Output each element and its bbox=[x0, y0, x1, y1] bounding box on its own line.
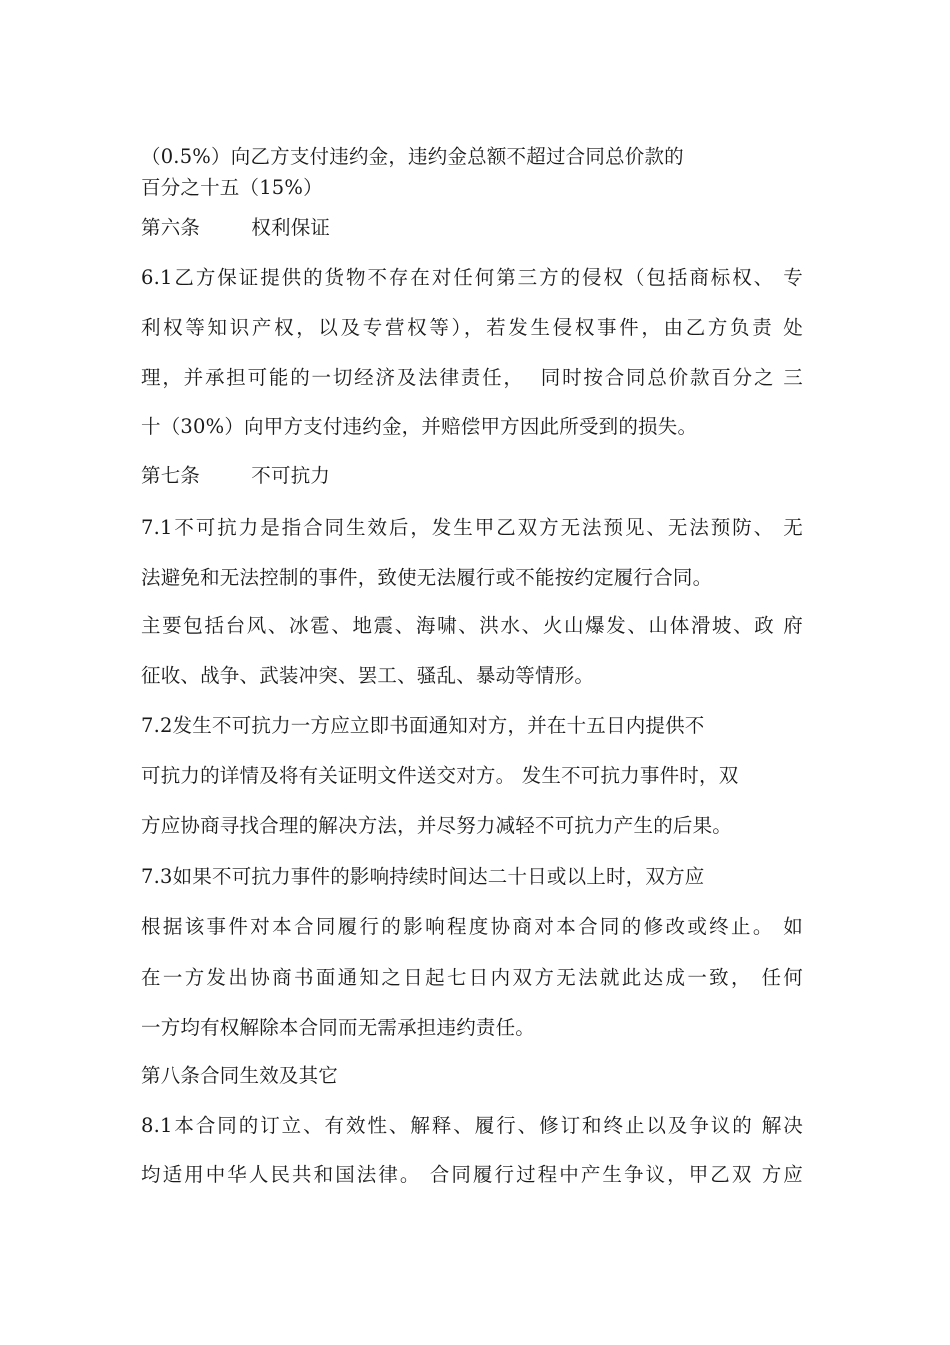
text-line-5: 利权等知识产权，以及专营权等），若发生侵权事件，由乙方负责 处 bbox=[141, 316, 803, 339]
section-heading-7: 第七条 不可抗力 bbox=[141, 464, 331, 487]
text-line-4: 6.1乙方保证提供的货物不存在对任何第三方的侵权（包括商标权、 专 bbox=[141, 266, 803, 289]
text-line-16: 7.3如果不可抗力事件的影响持续时间达二十日或以上时，双方应 bbox=[141, 865, 705, 888]
text-line-6: 理，并承担可能的一切经济及法律责任， 同时按合同总价款百分之 三 bbox=[141, 366, 803, 389]
text-line-14: 可抗力的详情及将有关证明文件送交对方。 发生不可抗力事件时，双 bbox=[141, 764, 739, 787]
text-line-9: 7.1不可抗力是指合同生效后，发生甲乙双方无法预见、无法预防、 无 bbox=[141, 516, 803, 539]
text-line-11: 主要包括台风、冰雹、地震、海啸、洪水、火山爆发、山体滑坡、政 府 bbox=[141, 614, 803, 637]
text-line-18: 在一方发出协商书面通知之日起七日内双方无法就此达成一致， 任何 bbox=[141, 966, 803, 989]
section-heading-8: 第八条合同生效及其它 bbox=[141, 1064, 339, 1087]
text-line-22: 均适用中华人民共和国法律。 合同履行过程中产生争议，甲乙双 方应 bbox=[141, 1163, 803, 1186]
text-line-21: 8.1本合同的订立、有效性、解释、履行、修订和终止以及争议的 解决 bbox=[141, 1114, 803, 1137]
text-line-17: 根据该事件对本合同履行的影响程度协商对本合同的修改或终止。 如 bbox=[141, 915, 803, 938]
text-line-15: 方应协商寻找合理的解决方法，并尽努力减轻不可抗力产生的后果。 bbox=[141, 814, 733, 837]
text-line-7: 十（30%）向甲方支付违约金，并赔偿甲方因此所受到的损失。 bbox=[141, 415, 698, 438]
text-line-1: （0.5%）向乙方支付违约金，违约金总额不超过合同总价款的 bbox=[141, 145, 684, 168]
text-line-10: 法避免和无法控制的事件，致使无法履行或不能按约定履行合同。 bbox=[141, 566, 713, 589]
text-line-13: 7.2发生不可抗力一方应立即书面通知对方，并在十五日内提供不 bbox=[141, 714, 705, 737]
text-line-12: 征收、战争、武装冲突、罢工、骚乱、暴动等情形。 bbox=[141, 664, 595, 687]
text-line-2: 百分之十五（15%） bbox=[141, 176, 323, 199]
text-line-19: 一方均有权解除本合同而无需承担违约责任。 bbox=[141, 1016, 536, 1039]
section-heading-6: 第六条 权利保证 bbox=[141, 216, 331, 239]
